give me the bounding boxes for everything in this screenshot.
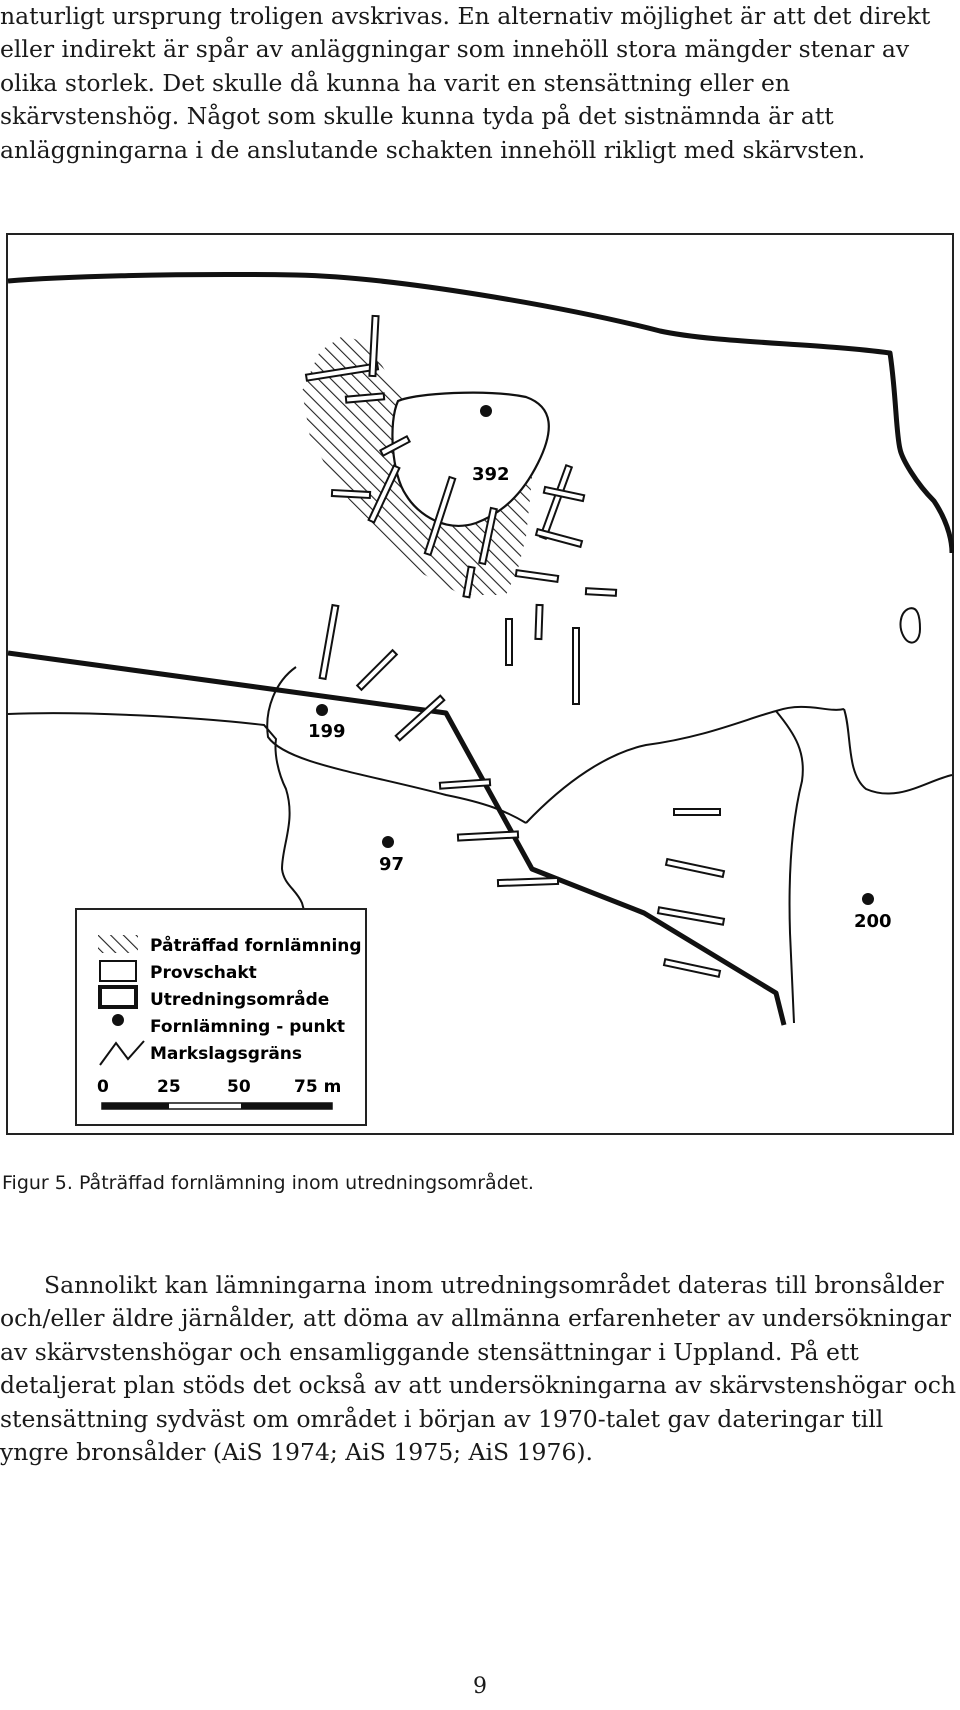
site-label-97: 97 [379,854,405,875]
legend-label: Fornlämning - punkt [150,1017,346,1037]
trench [535,605,542,639]
legend-label: Provschakt [150,963,257,983]
text-line: naturligt ursprung troligen avskrivas. En alternativ möjlighet är att det direkt [0,2,931,30]
text-line: yngre bronsålder (AiS 1974; AiS 1975; AiS 1976). [0,1438,594,1467]
site-label-199: 199 [308,721,346,742]
thick-box-icon [100,987,136,1007]
trench [674,809,720,815]
trench [573,628,579,704]
thin-box-icon [100,961,136,981]
legend-label: Utredningsområde [150,990,330,1010]
trench [506,619,512,665]
site-map-figure [6,233,954,1135]
text-line: eller indirekt är spår av anläggningar som innehöll stora mängder stenar av [0,35,910,64]
text-line: skärvstenshög. Något som skulle kunna tyda på det sistnämnda är att [0,102,834,131]
text-line: stensättning sydväst om området i början av 1970-talet gav dateringar till [0,1404,884,1433]
scale-label: 25 [157,1077,181,1097]
scale-label: 0 [97,1077,109,1097]
legend-label: Påträffad fornlämning [150,936,362,956]
scale-label: 50 [227,1077,251,1097]
text-line: och/eller äldre järnålder, att döma av allmänna erfarenheter av undersökningar [0,1304,951,1333]
text-line: av skärvstenshögar och ensamliggande stensättningar i Uppland. På ett [0,1337,859,1366]
site-point-392 [480,405,492,417]
trench [498,878,558,886]
legend-label: Markslagsgräns [150,1044,303,1064]
text-line: olika storlek. Det skulle då kunna ha varit en stensättning eller en [0,68,791,97]
scale-bar [102,1103,332,1109]
body-paragraph [0,1269,960,1469]
map-legend [76,909,366,1125]
trench [586,588,616,596]
text-line: Sannolikt kan lämningarna inom utredningsområdet dateras till bronsålder [44,1271,944,1299]
dot-icon [112,1014,124,1026]
site-point-199 [316,704,328,716]
text-line: anläggningarna i de anslutande schakten innehöll rikligt med skärvsten. [0,135,866,164]
trench [332,490,370,498]
hatch-swatch-icon [98,935,138,953]
site-label-392: 392 [472,464,510,485]
intro-paragraph [0,0,960,167]
site-point-97 [382,836,394,848]
site-point-200 [862,893,874,905]
figure-caption: Figur 5. Påträffad fornlämning inom utredningsområdet. [2,1172,534,1194]
text-line: detaljerat plan stöds det också av att undersökningarna av skärvstenshögar och [0,1371,957,1400]
scale-label: 75 m [294,1077,342,1097]
site-label-200: 200 [854,911,892,932]
page-number: 9 [473,1674,487,1699]
